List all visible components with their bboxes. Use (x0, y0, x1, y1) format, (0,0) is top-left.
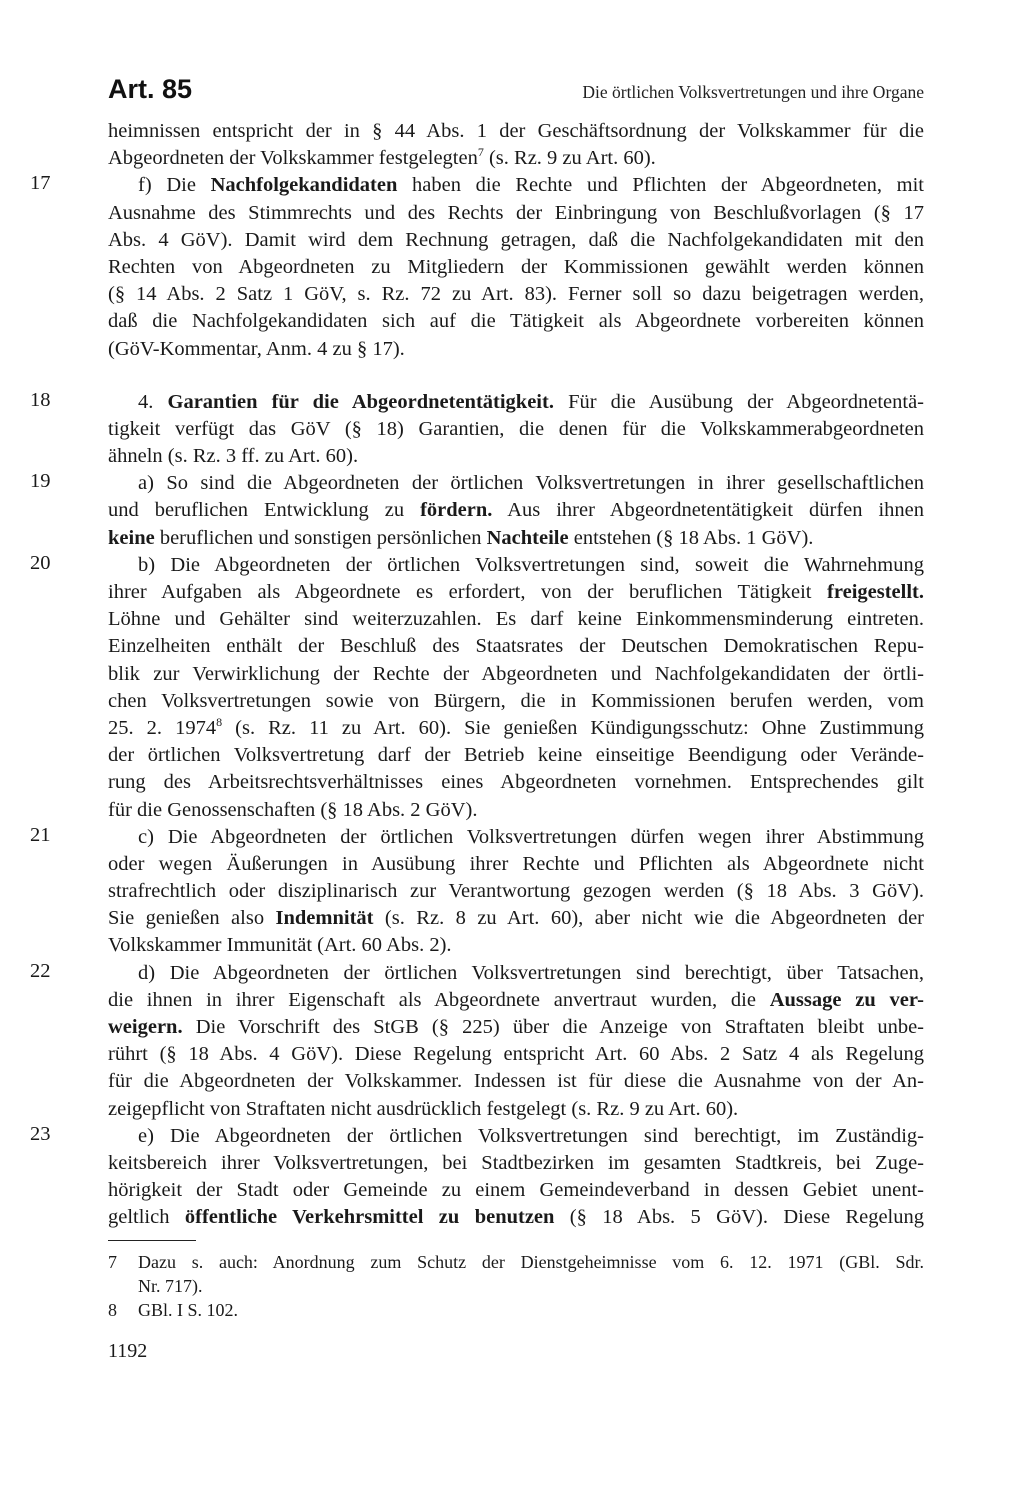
text-line: rührt (§ 18 Abs. 4 GöV). Diese Regelung entspricht Art. 60 Abs. 2 Satz 4 als Regelung (108, 1043, 924, 1066)
text-line: für die Genossenschaften (§ 18 Abs. 2 GöV). (108, 798, 478, 821)
text-line: 4. Garantien für die Abgeordnetentätigkeit. Für die Ausübung der Abgeordnetentä- (138, 390, 925, 413)
text-line: (§ 14 Abs. 2 Satz 1 GöV, s. Rz. 72 zu Art. 83). Ferner soll so dazu beigetragen werden, (108, 283, 924, 306)
running-title: Die örtlichen Volksvertretungen und ihre Organe (582, 82, 924, 102)
paragraph-22 (30, 959, 924, 1123)
footnote-line: GBl. I S. 102. (138, 1300, 239, 1320)
page-header (108, 70, 924, 110)
text-line: keitsbereich ihrer Volksvertretungen, bei Stadtbezirken im gesamten Stadtkreis, bei Zuge- (108, 1151, 924, 1174)
margin-number: 20 (30, 551, 51, 574)
paragraph-continuation (108, 118, 924, 172)
footnote-number: 8 (108, 1300, 117, 1320)
text-line: weigern. Die Vorschrift des StGB (§ 225) über die Anzeige von Straftaten bleibt unbe- (108, 1016, 924, 1038)
page-number: 1192 (108, 1340, 148, 1362)
margin-number: 23 (30, 1122, 51, 1145)
text-line: ähneln (s. Rz. 3 ff. zu Art. 60). (108, 445, 359, 468)
paragraph-18 (30, 388, 925, 471)
text-line: d) Die Abgeordneten der örtlichen Volksvertretungen sind berechtigt, über Tatsachen, (138, 961, 924, 984)
text-line: Rechten von Abgeordneten zu Mitgliedern der Kommissionen gewählt werden können (108, 255, 924, 278)
text-line: heimnissen entspricht der in § 44 Abs. 1 der Geschäftsordnung der Volkskammer für die (108, 120, 924, 142)
text-line: für die Abgeordneten der Volkskammer. Indessen ist für diese die Ausnahme von der An- (108, 1070, 924, 1093)
margin-number: 18 (30, 388, 51, 411)
text-line: hörigkeit der Stadt oder Gemeinde zu einem Gemeindeverband in dessen Gebiet unent- (108, 1179, 924, 1202)
footnote-ref-7: 7 (477, 145, 484, 160)
text-line: Einzelheiten enthält der Beschluß des Staatsrates der Deutschen Demokratischen Repu- (108, 635, 924, 658)
text-line: rung des Arbeitsrechtsverhältnisses eines Abgeordneten vornehmen. Entsprechendes gilt (108, 771, 924, 794)
margin-number: 21 (30, 823, 51, 846)
paragraph-21 (30, 823, 924, 960)
paragraph-20 (30, 551, 925, 824)
margin-number: 17 (30, 172, 51, 195)
article-label: Art. 85 (108, 74, 193, 104)
text-line: und beruflichen Entwicklung zu fördern. Aus ihrer Abgeordnetentätigkeit dürfen ihnen (108, 499, 924, 522)
text-line: 25. 2. 1974$^8$ (s. Rz. 11 zu Art. 60). Sie genießen Kündigungsschutz: Ohne Zustimmung (108, 714, 925, 739)
text-line: der örtlichen Volksvertretung darf der Betrieb keine einseitige Beendigung oder Verände- (108, 744, 924, 767)
footnote-8 (108, 1298, 924, 1322)
margin-number: 22 (30, 959, 51, 982)
footnote-line: Nr. 717). (138, 1276, 203, 1296)
text-line: Abs. 4 GöV). Damit wird dem Rechnung getragen, daß die Nachfolgekandidaten mit den (108, 228, 924, 251)
footnotes (108, 1250, 924, 1322)
paragraph-17 (30, 172, 924, 362)
text-line: b) Die Abgeordneten der örtlichen Volksvertretungen sind, soweit die Wahrnehmung (138, 553, 924, 576)
text-line: Volkskammer Immunität (Art. 60 Abs. 2). (108, 934, 452, 957)
main-text (30, 118, 925, 1232)
text-line: geltlich öffentliche Verkehrsmittel zu benutzen (§ 18 Abs. 5 GöV). Diese Regelung (108, 1206, 925, 1229)
text-line: a) So sind die Abgeordneten der örtlichen Volksvertretungen in ihrer gesellschaftlichen (138, 472, 924, 495)
text-line: Sie genießen also Indemnität (s. Rz. 8 zu Art. 60), aber nicht wie die Abgeordneten der (108, 907, 924, 930)
footnote-ref-8: 8 (216, 714, 223, 729)
text-line: tigkeit verfügt das GöV (§ 18) Garantien, die denen für die Volkskammerabgeordneten (108, 417, 924, 440)
text-line: die ihnen in ihrer Eigenschaft als Abgeordnete anvertraut wurden, die Aussage zu ver- (108, 988, 924, 1011)
text-line: oder wegen Äußerungen in Ausübung ihrer Rechte und Pflichten als Abgeordnete nicht (108, 852, 924, 875)
margin-number: 19 (30, 470, 51, 493)
text-line: blik zur Verwirklichung der Rechte der Abgeordneten und Nachfolgekandidaten der örtli- (108, 662, 924, 685)
footnote-separator (108, 1240, 196, 1241)
paragraph-19 (30, 470, 924, 552)
text-line: daß die Nachfolgekandidaten sich auf die Tätigkeit als Abgeordnete vorbereiten können (108, 310, 924, 333)
text-line: c) Die Abgeordneten der örtlichen Volksvertretungen dürfen wegen ihrer Abstimmung (138, 825, 924, 848)
text-line: (GöV-Kommentar, Anm. 4 zu § 17). (108, 337, 405, 360)
text-line: Ausnahme des Stimmrechts und des Rechts der Einbringung von Beschlußvorlagen (§ 17 (108, 201, 924, 224)
text-line: ihrer Aufgaben als Abgeordnete es erfordert, von der beruflichen Tätigkeit freigestellt. (108, 581, 924, 603)
text-line: keine beruflichen und sonstigen persönlichen Nachteile entstehen (§ 18 Abs. 1 GöV). (108, 526, 814, 549)
text-line: zeigepflicht von Straftaten nicht ausdrücklich festgelegt (s. Rz. 9 zu Art. 60). (108, 1097, 739, 1120)
paragraph-23 (30, 1122, 925, 1232)
footnote-line: Dazu s. auch: Anordnung zum Schutz der Dienstgeheimnisse vom 6. 12. 1971 (GBl. Sdr. (138, 1252, 924, 1272)
text-line: Löhne und Gehälter sind weiterzuzahlen. Es darf keine Einkommensminderung eintreten. (108, 608, 924, 631)
footnote-number: 7 (108, 1252, 117, 1272)
text-line: strafrechtlich oder disziplinarisch zur Verantwortung gezogen werden (§ 18 Abs. 3 GöV). (108, 880, 924, 903)
text-line: f) Die Nachfolgekandidaten haben die Rechte und Pflichten der Abgeordneten, mit (138, 174, 924, 197)
text-line: chen Volksvertretungen sowie von Bürgern, die in Kommissionen berufen werden, vom (108, 689, 924, 712)
text-line: Abgeordneten der Volkskammer festgelegten$^7$ (s. Rz. 9 zu Art. 60). (108, 145, 656, 170)
text-line: e) Die Abgeordneten der örtlichen Volksvertretungen sind berechtigt, im Zuständig- (138, 1124, 924, 1147)
footnote-7 (108, 1250, 924, 1298)
